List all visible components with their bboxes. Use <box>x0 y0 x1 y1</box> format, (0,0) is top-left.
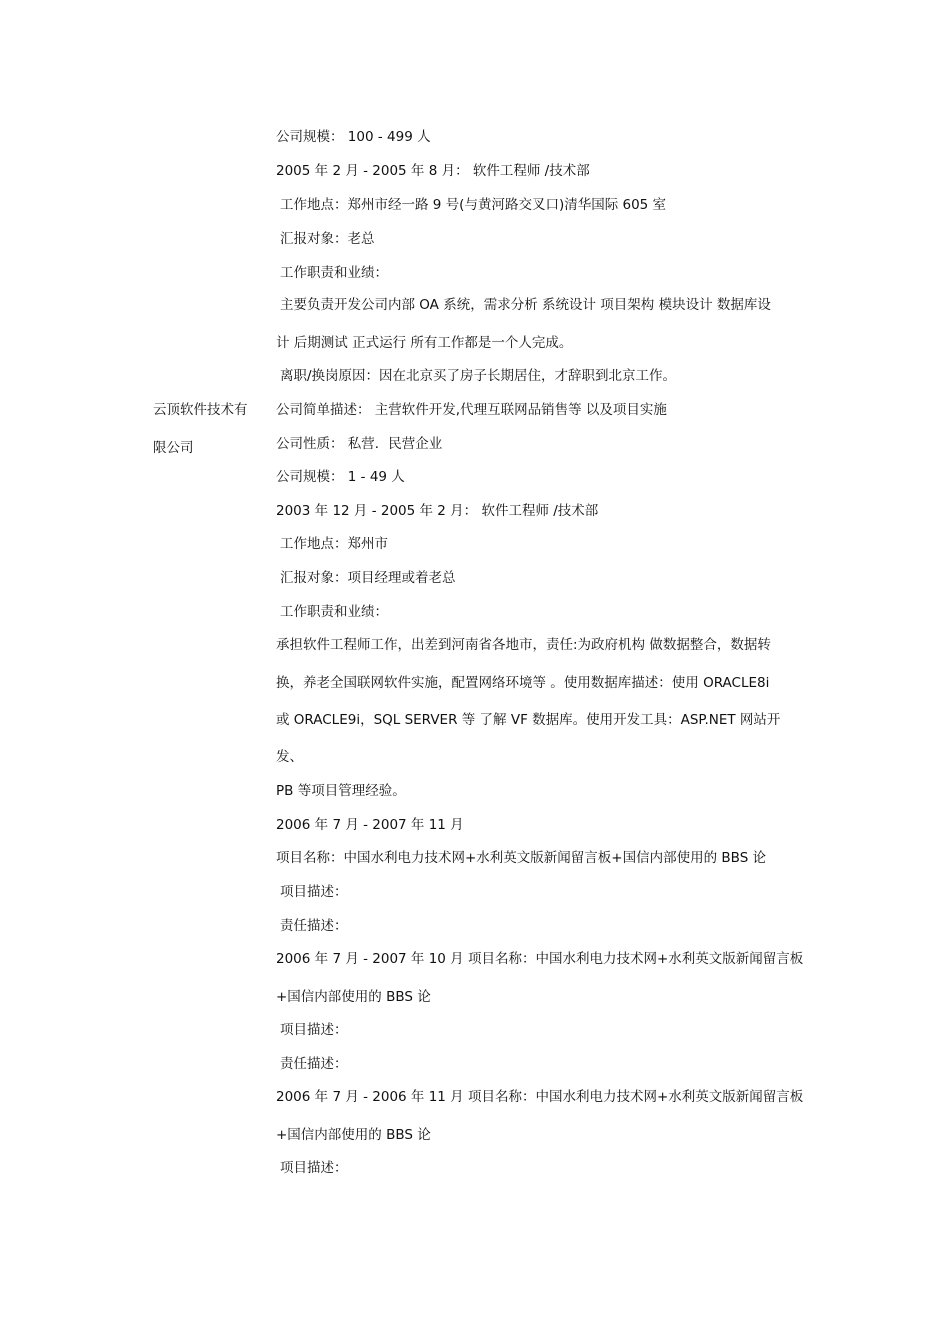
project-responsibility-label: 责任描述： <box>280 1056 348 1072</box>
company-description: 公司简单描述： 主营软件开发,代理互联网品销售等 以及项目实施 <box>276 402 667 418</box>
duties-text: PB 等项目管理经验。 <box>276 783 406 799</box>
leave-reason: 离职/换岗原因：因在北京买了房子长期居住，才辞职到北京工作。 <box>280 368 677 384</box>
duties-text: 换，养老全国联网软件实施，配置网络环境等 。使用数据库描述：使用 ORACLE8i <box>276 675 770 691</box>
project-name: 项目名称：中国水利电力技术网+水利英文版新闻留言板+国信内部使用的 BBS 论 <box>276 850 767 866</box>
project-name: +国信内部使用的 BBS 论 <box>276 1127 431 1143</box>
company-scale: 公司规模： 100 - 499 人 <box>276 129 431 145</box>
project-description-label: 项目描述： <box>280 884 348 900</box>
duties-text: 主要负责开发公司内部 OA 系统，需求分析 系统设计 项目架构 模块设计 数据库设 <box>280 297 771 313</box>
duties-text: 承担软件工程师工作，出差到河南省各地市，责任:为政府机构 做数据整合，数据转 <box>276 637 771 653</box>
company-nature: 公司性质： 私营．民营企业 <box>276 436 443 452</box>
project-name: +国信内部使用的 BBS 论 <box>276 989 431 1005</box>
project-description-label: 项目描述： <box>280 1022 348 1038</box>
job-period: 2005 年 2 月 - 2005 年 8 月： 软件工程师 /技术部 <box>276 163 590 179</box>
company-name: 限公司 <box>153 440 194 456</box>
job-period: 2003 年 12 月 - 2005 年 2 月： 软件工程师 /技术部 <box>276 503 599 519</box>
project-responsibility-label: 责任描述： <box>280 918 348 934</box>
project-description-label: 项目描述： <box>280 1160 348 1176</box>
report-to: 汇报对象：老总 <box>280 231 375 247</box>
duties-text: 或 ORACLE9i，SQL SERVER 等 了解 VF 数据库。使用开发工具：ASP.NET 网站开 <box>276 712 781 728</box>
work-location: 工作地点：郑州市经一路 9 号(与黄河路交叉口)清华国际 605 室 <box>280 197 667 213</box>
duties-label: 工作职责和业绩： <box>280 265 388 281</box>
duties-text: 计 后期测试 正式运行 所有工作都是一个人完成。 <box>276 335 573 351</box>
company-scale: 公司规模： 1 - 49 人 <box>276 469 405 485</box>
company-name: 云顶软件技术有 <box>153 402 248 418</box>
project-period: 2006 年 7 月 - 2007 年 11 月 <box>276 817 464 833</box>
duties-text: 发、 <box>276 749 303 765</box>
project-period-name: 2006 年 7 月 - 2007 年 10 月 项目名称：中国水利电力技术网+水利英文版新闻留言板 <box>276 951 804 967</box>
duties-label: 工作职责和业绩： <box>280 604 388 620</box>
project-period-name: 2006 年 7 月 - 2006 年 11 月 项目名称：中国水利电力技术网+水利英文版新闻留言板 <box>276 1089 804 1105</box>
work-location: 工作地点：郑州市 <box>280 536 388 552</box>
report-to: 汇报对象：项目经理或着老总 <box>280 570 456 586</box>
